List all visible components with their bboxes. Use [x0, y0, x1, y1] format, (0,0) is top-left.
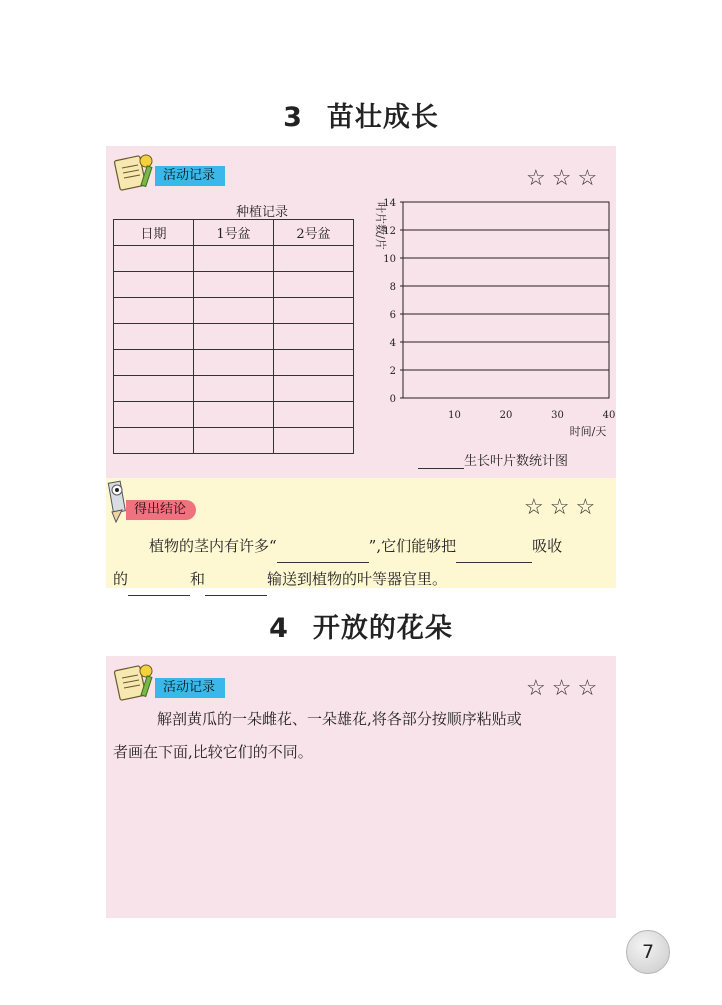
instruction-line-1: 解剖黄瓜的一朵雌花、一朵雄花,将各部分按顺序粘贴或: [157, 710, 522, 728]
table-cell[interactable]: [273, 246, 353, 272]
activity-record-badge: 活动记录: [155, 166, 225, 186]
section-4-title: [0, 606, 722, 645]
section-title-text: 开放的花朵: [312, 613, 453, 644]
table-cell[interactable]: [114, 376, 194, 402]
table-cell[interactable]: [114, 402, 194, 428]
flower-instruction: [113, 703, 613, 769]
table-row: [114, 350, 354, 376]
table-row: [114, 402, 354, 428]
conclusion-part-3: 吸收: [532, 537, 563, 555]
leaf-count-chart[interactable]: [360, 190, 616, 445]
table-cell[interactable]: [273, 298, 353, 324]
table-row: [114, 376, 354, 402]
y-tick-label: 10: [383, 254, 396, 265]
clipboard-notes-icon: [113, 152, 161, 192]
x-tick-label: 30: [551, 410, 564, 421]
table-cell[interactable]: [194, 402, 274, 428]
table-row: [114, 272, 354, 298]
conclusion-part-6: 输送到植物的叶等器官里。: [267, 570, 448, 588]
table-cell[interactable]: [114, 350, 194, 376]
column-header-pot-1: 1号盆: [194, 220, 274, 246]
y-tick-label: 4: [389, 338, 396, 349]
section-number: 4: [269, 613, 289, 644]
table-header-row: [114, 220, 354, 246]
column-header-pot-2: 2号盆: [273, 220, 353, 246]
y-axis-label: 叶片数/片: [374, 202, 387, 250]
rating-stars[interactable]: ☆☆☆: [526, 166, 604, 191]
conclusion-part-4: 的: [113, 570, 129, 588]
y-tick-label: 0: [389, 394, 396, 405]
table-cell[interactable]: [273, 324, 353, 350]
column-header-date: 日期: [114, 220, 194, 246]
chart-caption: [418, 450, 568, 469]
table-cell[interactable]: [273, 272, 353, 298]
chart-caption-label: 生长叶片数统计图: [464, 454, 569, 469]
x-tick-label: 40: [602, 410, 616, 421]
conclusion-part-5: 和: [190, 570, 206, 588]
x-axis-label: 时间/天: [569, 425, 607, 438]
x-tick-label: 10: [448, 410, 461, 421]
table-row: [114, 298, 354, 324]
table-cell[interactable]: [273, 402, 353, 428]
y-tick-label: 6: [389, 310, 396, 321]
planting-record-table: [113, 219, 354, 454]
table-cell[interactable]: [114, 246, 194, 272]
activity-record-badge: 活动记录: [155, 678, 225, 698]
y-tick-label: 12: [383, 226, 396, 237]
table-cell[interactable]: [194, 428, 274, 454]
planting-record-label: 种植记录: [236, 205, 289, 220]
conclusion-blank-4[interactable]: [205, 581, 267, 596]
chart-name-blank[interactable]: [418, 454, 464, 469]
rating-stars[interactable]: ☆☆☆: [526, 676, 604, 701]
table-row: [114, 324, 354, 350]
plot-frame: [403, 202, 609, 398]
table-cell[interactable]: [114, 298, 194, 324]
y-tick-label: 14: [383, 198, 396, 209]
y-tick-label: 8: [389, 282, 396, 293]
conclusion-rating-stars[interactable]: ☆☆☆: [524, 495, 602, 520]
conclusion-part-2: ”,它们能够把: [368, 537, 457, 555]
section-3-title: [0, 95, 722, 134]
table-cell[interactable]: [273, 428, 353, 454]
clipboard-notes-icon: [113, 662, 161, 702]
conclusion-text: [113, 530, 613, 596]
page-number: 7: [626, 930, 670, 974]
name-blank[interactable]: [174, 205, 236, 220]
conclusion-badge: 得出结论: [126, 500, 196, 520]
table-cell[interactable]: [194, 298, 274, 324]
table-cell[interactable]: [273, 376, 353, 402]
table-cell[interactable]: [273, 350, 353, 376]
table-cell[interactable]: [194, 376, 274, 402]
conclusion-blank-2[interactable]: [456, 548, 532, 563]
conclusion-blank-3[interactable]: [128, 581, 190, 596]
table-cell[interactable]: [194, 272, 274, 298]
table-cell[interactable]: [114, 324, 194, 350]
table-cell[interactable]: [194, 350, 274, 376]
table-row: [114, 246, 354, 272]
section-number: 3: [283, 102, 303, 133]
table-row: [114, 428, 354, 454]
table-cell[interactable]: [194, 246, 274, 272]
section-title-text: 苗壮成长: [326, 102, 439, 133]
instruction-line-2: 者画在下面,比较它们的不同。: [113, 743, 313, 761]
planting-record-title: [174, 201, 288, 220]
table-cell[interactable]: [194, 324, 274, 350]
x-tick-label: 20: [499, 410, 513, 421]
conclusion-part-1: 植物的茎内有许多“: [149, 537, 277, 555]
table-cell[interactable]: [114, 428, 194, 454]
conclusion-blank-1[interactable]: [277, 548, 369, 563]
table-cell[interactable]: [114, 272, 194, 298]
y-tick-label: 2: [389, 366, 396, 377]
